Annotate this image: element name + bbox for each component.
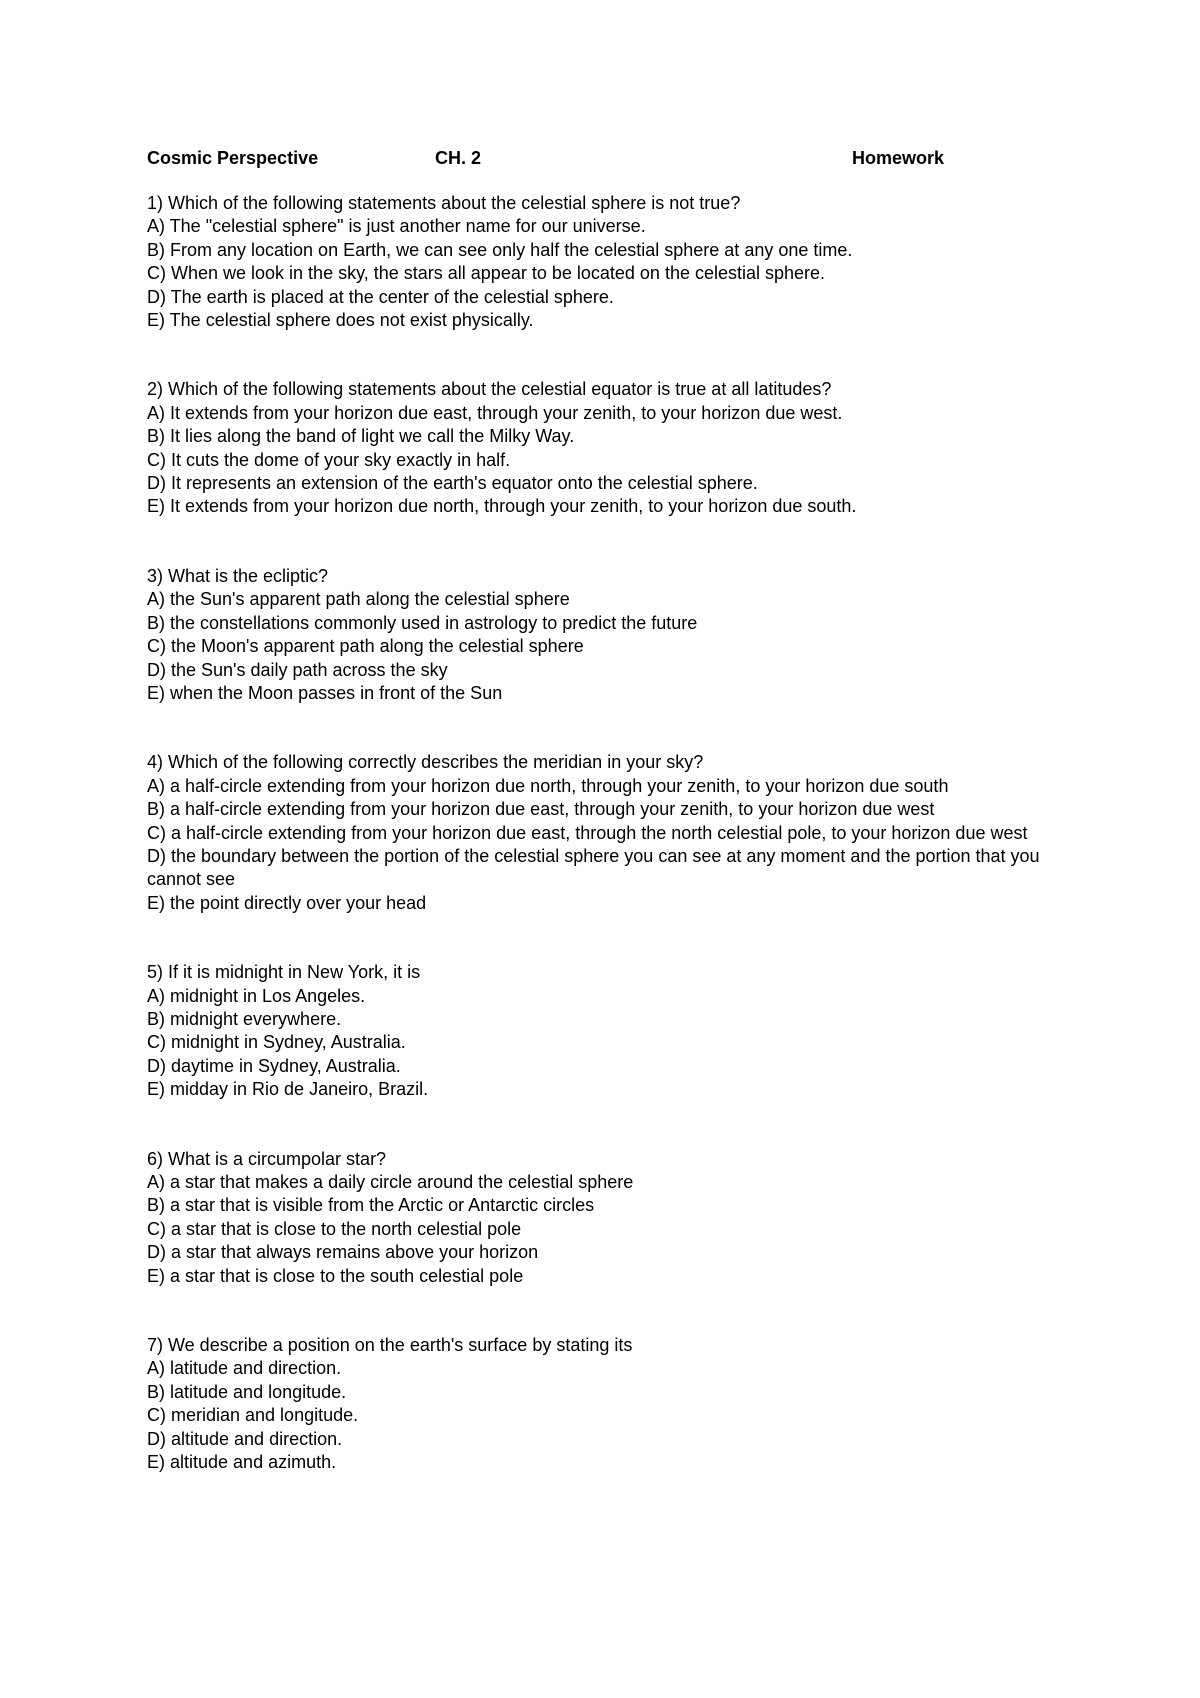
- answer-option-b: B) latitude and longitude.: [147, 1381, 347, 1402]
- answer-option-c: C) the Moon's apparent path along the celestial sphere: [147, 636, 584, 657]
- question-list: [147, 192, 1067, 1520]
- answer-option-d: D) daytime in Sydney, Australia.: [147, 1055, 401, 1076]
- question-stem: 7) We describe a position on the earth's surface by stating its: [147, 1335, 633, 1356]
- answer-option-a: A) It extends from your horizon due east, through your zenith, to your horizon due west.: [147, 402, 843, 423]
- document-header: [147, 146, 967, 170]
- question-stem: 1) Which of the following statements about the celestial sphere is not true?: [147, 193, 741, 213]
- answer-option-b: B) a star that is visible from the Arctic or Antarctic circles: [147, 1195, 595, 1216]
- question-4: [147, 751, 1067, 915]
- answer-option-e: E) midday in Rio de Janeiro, Brazil.: [147, 1079, 429, 1100]
- question-1: [147, 192, 1067, 332]
- question-stem: 2) Which of the following statements about the celestial equator is true at all latitudes?: [147, 379, 832, 400]
- answer-option-b: B) It lies along the band of light we call the Milky Way.: [147, 426, 575, 447]
- answer-option-d: D) The earth is placed at the center of the celestial sphere.: [147, 286, 614, 307]
- answer-option-e: E) the point directly over your head: [147, 892, 427, 913]
- answer-option-b: B) midnight everywhere.: [147, 1008, 342, 1029]
- answer-option-d: D) a star that always remains above your horizon: [147, 1242, 539, 1263]
- question-6: [147, 1148, 1067, 1288]
- answer-option-c: C) a star that is close to the north celestial pole: [147, 1218, 522, 1239]
- question-7: [147, 1334, 1067, 1474]
- answer-option-d: D) altitude and direction.: [147, 1428, 343, 1449]
- answer-option-d: D) the boundary between the portion of the celestial sphere you can see at any moment and the portion that you cannot see: [147, 845, 1040, 890]
- question-stem: 4) Which of the following correctly describes the meridian in your sky?: [147, 752, 704, 773]
- answer-option-d: D) It represents an extension of the earth's equator onto the celestial sphere.: [147, 473, 758, 494]
- answer-option-a: A) a half-circle extending from your horizon due north, through your zenith, to your horizon due south: [147, 775, 949, 796]
- answer-option-c: C) When we look in the sky, the stars all appear to be located on the celestial sphere.: [147, 263, 826, 284]
- answer-option-b: B) From any location on Earth, we can see only half the celestial sphere at any one time.: [147, 239, 853, 260]
- answer-option-c: C) a half-circle extending from your horizon due east, through the north celestial pole, to your horizon due west: [147, 822, 1028, 843]
- answer-option-a: A) latitude and direction.: [147, 1358, 342, 1379]
- answer-option-a: A) midnight in Los Angeles.: [147, 985, 366, 1006]
- answer-option-d: D) the Sun's daily path across the sky: [147, 659, 448, 680]
- answer-option-a: A) The "celestial sphere" is just another name for our universe.: [147, 216, 646, 237]
- course-title: Cosmic Perspective: [147, 148, 319, 168]
- answer-option-e: E) altitude and azimuth.: [147, 1452, 337, 1473]
- answer-option-e: E) It extends from your horizon due north, through your zenith, to your horizon due south.: [147, 496, 857, 517]
- question-2: [147, 378, 1067, 518]
- answer-option-e: E) a star that is close to the south celestial pole: [147, 1265, 524, 1286]
- answer-option-b: B) a half-circle extending from your horizon due east, through your zenith, to your horizon due west: [147, 799, 935, 820]
- answer-option-e: E) when the Moon passes in front of the Sun: [147, 682, 503, 703]
- answer-option-c: C) meridian and longitude.: [147, 1405, 359, 1426]
- answer-option-c: C) It cuts the dome of your sky exactly in half.: [147, 449, 511, 470]
- question-stem: 3) What is the ecliptic?: [147, 565, 329, 586]
- question-5: [147, 961, 1067, 1101]
- question-stem: 5) If it is midnight in New York, it is: [147, 962, 421, 983]
- answer-option-b: B) the constellations commonly used in astrology to predict the future: [147, 612, 698, 633]
- assignment-type: Homework: [852, 148, 945, 168]
- chapter-label: CH. 2: [435, 148, 482, 168]
- answer-option-a: A) the Sun's apparent path along the celestial sphere: [147, 589, 570, 610]
- answer-option-e: E) The celestial sphere does not exist physically.: [147, 310, 534, 331]
- answer-option-c: C) midnight in Sydney, Australia.: [147, 1032, 406, 1053]
- question-3: [147, 565, 1067, 705]
- answer-option-a: A) a star that makes a daily circle around the celestial sphere: [147, 1172, 634, 1192]
- question-stem: 6) What is a circumpolar star?: [147, 1148, 387, 1169]
